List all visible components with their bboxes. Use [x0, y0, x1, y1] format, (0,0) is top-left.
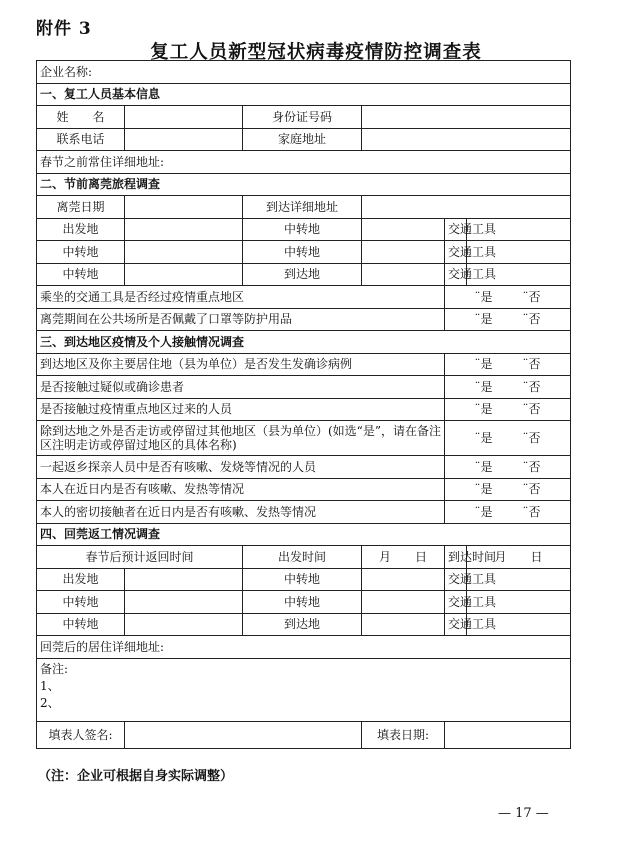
transport-label: 交通工具	[445, 568, 467, 591]
name-label: 姓 名	[37, 106, 125, 129]
question-label: 除到达地之外是否走访或停留过其他地区（县为单位）(如选“是”，请在备注区注明走访或停留过地区的具体名称)	[37, 421, 445, 456]
transfer-label: 中转地	[37, 241, 125, 264]
yes-no-options	[445, 501, 571, 524]
yes-checkbox[interactable]: ¨是	[474, 482, 493, 497]
question-label: 本人在近日内是否有咳嗽、发热等情况	[37, 478, 445, 501]
section-3-heading: 三、到达地区疫情及个人接触情况调查	[37, 331, 571, 354]
yes-no-options	[445, 398, 571, 421]
depart-date-field[interactable]: 月 日	[362, 546, 445, 569]
transfer-label: 中转地	[37, 591, 125, 614]
remark-item-1: 1、	[40, 678, 60, 693]
transfer-field[interactable]	[125, 241, 243, 264]
transfer-field[interactable]	[125, 591, 243, 614]
no-checkbox[interactable]: ¨否	[522, 482, 541, 497]
company-name-field[interactable]: 企业名称:	[37, 61, 571, 84]
remark-item-2: 2、	[40, 695, 60, 710]
leave-date-label: 离莞日期	[37, 196, 125, 219]
yes-checkbox[interactable]: ¨是	[474, 289, 493, 304]
yes-no-options	[445, 353, 571, 376]
remarks-label: 备注:	[40, 661, 69, 676]
filler-sign-field[interactable]	[125, 721, 362, 748]
id-number-label: 身份证号码	[243, 106, 362, 129]
id-number-field[interactable]	[362, 106, 571, 129]
departure-label: 出发地	[37, 218, 125, 241]
no-checkbox[interactable]: ¨否	[522, 312, 541, 327]
yes-checkbox[interactable]: ¨是	[474, 357, 493, 372]
arrival-field[interactable]	[362, 263, 445, 286]
yes-checkbox[interactable]: ¨是	[474, 379, 493, 394]
departure-field[interactable]	[125, 568, 243, 591]
fill-date-field[interactable]	[445, 721, 571, 748]
arrival-address-field[interactable]	[362, 196, 571, 219]
survey-table	[36, 60, 571, 749]
transport-label: 交通工具	[445, 218, 467, 241]
transport-label: 交通工具	[445, 613, 467, 636]
transfer-label: 中转地	[243, 568, 362, 591]
return-time-label: 春节后预计返回时间	[37, 546, 243, 569]
arrival-field[interactable]	[362, 613, 445, 636]
yes-no-options	[445, 456, 571, 479]
page-number: — 17 —	[498, 806, 549, 821]
yes-checkbox[interactable]: ¨是	[474, 402, 493, 417]
no-checkbox[interactable]: ¨否	[522, 289, 541, 304]
attachment-label: 附件 3	[36, 19, 92, 39]
home-address-label: 家庭地址	[243, 128, 362, 151]
yes-no-options	[445, 421, 571, 456]
yes-no-options	[445, 478, 571, 501]
return-address-field[interactable]: 回莞后的居住详细地址:	[37, 636, 571, 659]
yes-no-options	[445, 376, 571, 399]
name-field[interactable]	[125, 106, 243, 129]
yes-checkbox[interactable]: ¨是	[474, 459, 493, 474]
transfer-field[interactable]	[362, 591, 445, 614]
transfer-field[interactable]	[362, 218, 445, 241]
yes-checkbox[interactable]: ¨是	[474, 312, 493, 327]
question-label: 到达地区及你主要居住地（县为单位）是否发生发确诊病例	[37, 353, 445, 376]
no-checkbox[interactable]: ¨否	[522, 504, 541, 519]
transfer-field[interactable]	[125, 263, 243, 286]
transfer-label: 中转地	[243, 241, 362, 264]
no-checkbox[interactable]: ¨否	[522, 402, 541, 417]
question-label: 是否接触过疫情重点地区过来的人员	[37, 398, 445, 421]
transport-label: 交通工具	[445, 263, 467, 286]
section-1-heading: 一、复工人员基本信息	[37, 83, 571, 106]
yes-no-options	[445, 286, 571, 309]
filler-sign-label: 填表人签名:	[37, 721, 125, 748]
yes-no-options	[445, 308, 571, 331]
transfer-field[interactable]	[362, 241, 445, 264]
section-4-heading: 四、回莞返工情况调查	[37, 523, 571, 546]
yes-checkbox[interactable]: ¨是	[474, 431, 493, 445]
transfer-label: 中转地	[37, 263, 125, 286]
yes-checkbox[interactable]: ¨是	[474, 504, 493, 519]
transfer-field[interactable]	[362, 568, 445, 591]
leave-date-field[interactable]	[125, 196, 243, 219]
no-checkbox[interactable]: ¨否	[522, 379, 541, 394]
home-address-field[interactable]	[362, 128, 571, 151]
departure-label: 出发地	[37, 568, 125, 591]
question-label: 离莞期间在公共场所是否佩戴了口罩等防护用品	[37, 308, 445, 331]
transport-label: 交通工具	[445, 241, 467, 264]
arrive-time-label: 到达时间	[445, 546, 467, 569]
arrival-label: 到达地	[243, 613, 362, 636]
phone-label: 联系电话	[37, 128, 125, 151]
no-checkbox[interactable]: ¨否	[522, 357, 541, 372]
phone-field[interactable]	[125, 128, 243, 151]
departure-field[interactable]	[125, 218, 243, 241]
depart-time-label: 出发时间	[243, 546, 362, 569]
form-title: 复工人员新型冠状病毒疫情防控调查表	[150, 42, 482, 63]
transfer-field[interactable]	[125, 613, 243, 636]
question-label: 乘坐的交通工具是否经过疫情重点地区	[37, 286, 445, 309]
arrive-date-field[interactable]: 月 日	[467, 546, 571, 569]
transfer-label: 中转地	[243, 218, 362, 241]
question-label: 一起返乡探亲人员中是否有咳嗽、发烧等情况的人员	[37, 456, 445, 479]
transfer-label: 中转地	[37, 613, 125, 636]
transport-label: 交通工具	[445, 591, 467, 614]
arrival-address-label: 到达详细地址	[243, 196, 362, 219]
question-label: 本人的密切接触者在近日内是否有咳嗽、发热等情况	[37, 501, 445, 524]
transfer-label: 中转地	[243, 591, 362, 614]
footnote: （注：企业可根据自身实际调整）	[38, 769, 234, 784]
question-label: 是否接触过疑似或确诊患者	[37, 376, 445, 399]
arrival-label: 到达地	[243, 263, 362, 286]
spring-address-field[interactable]: 春节之前常住详细地址:	[37, 151, 571, 174]
no-checkbox[interactable]: ¨否	[522, 431, 541, 445]
remarks-field[interactable]	[37, 658, 571, 721]
section-2-heading: 二、节前离莞旅程调查	[37, 173, 571, 196]
fill-date-label: 填表日期:	[362, 721, 445, 748]
no-checkbox[interactable]: ¨否	[522, 459, 541, 474]
